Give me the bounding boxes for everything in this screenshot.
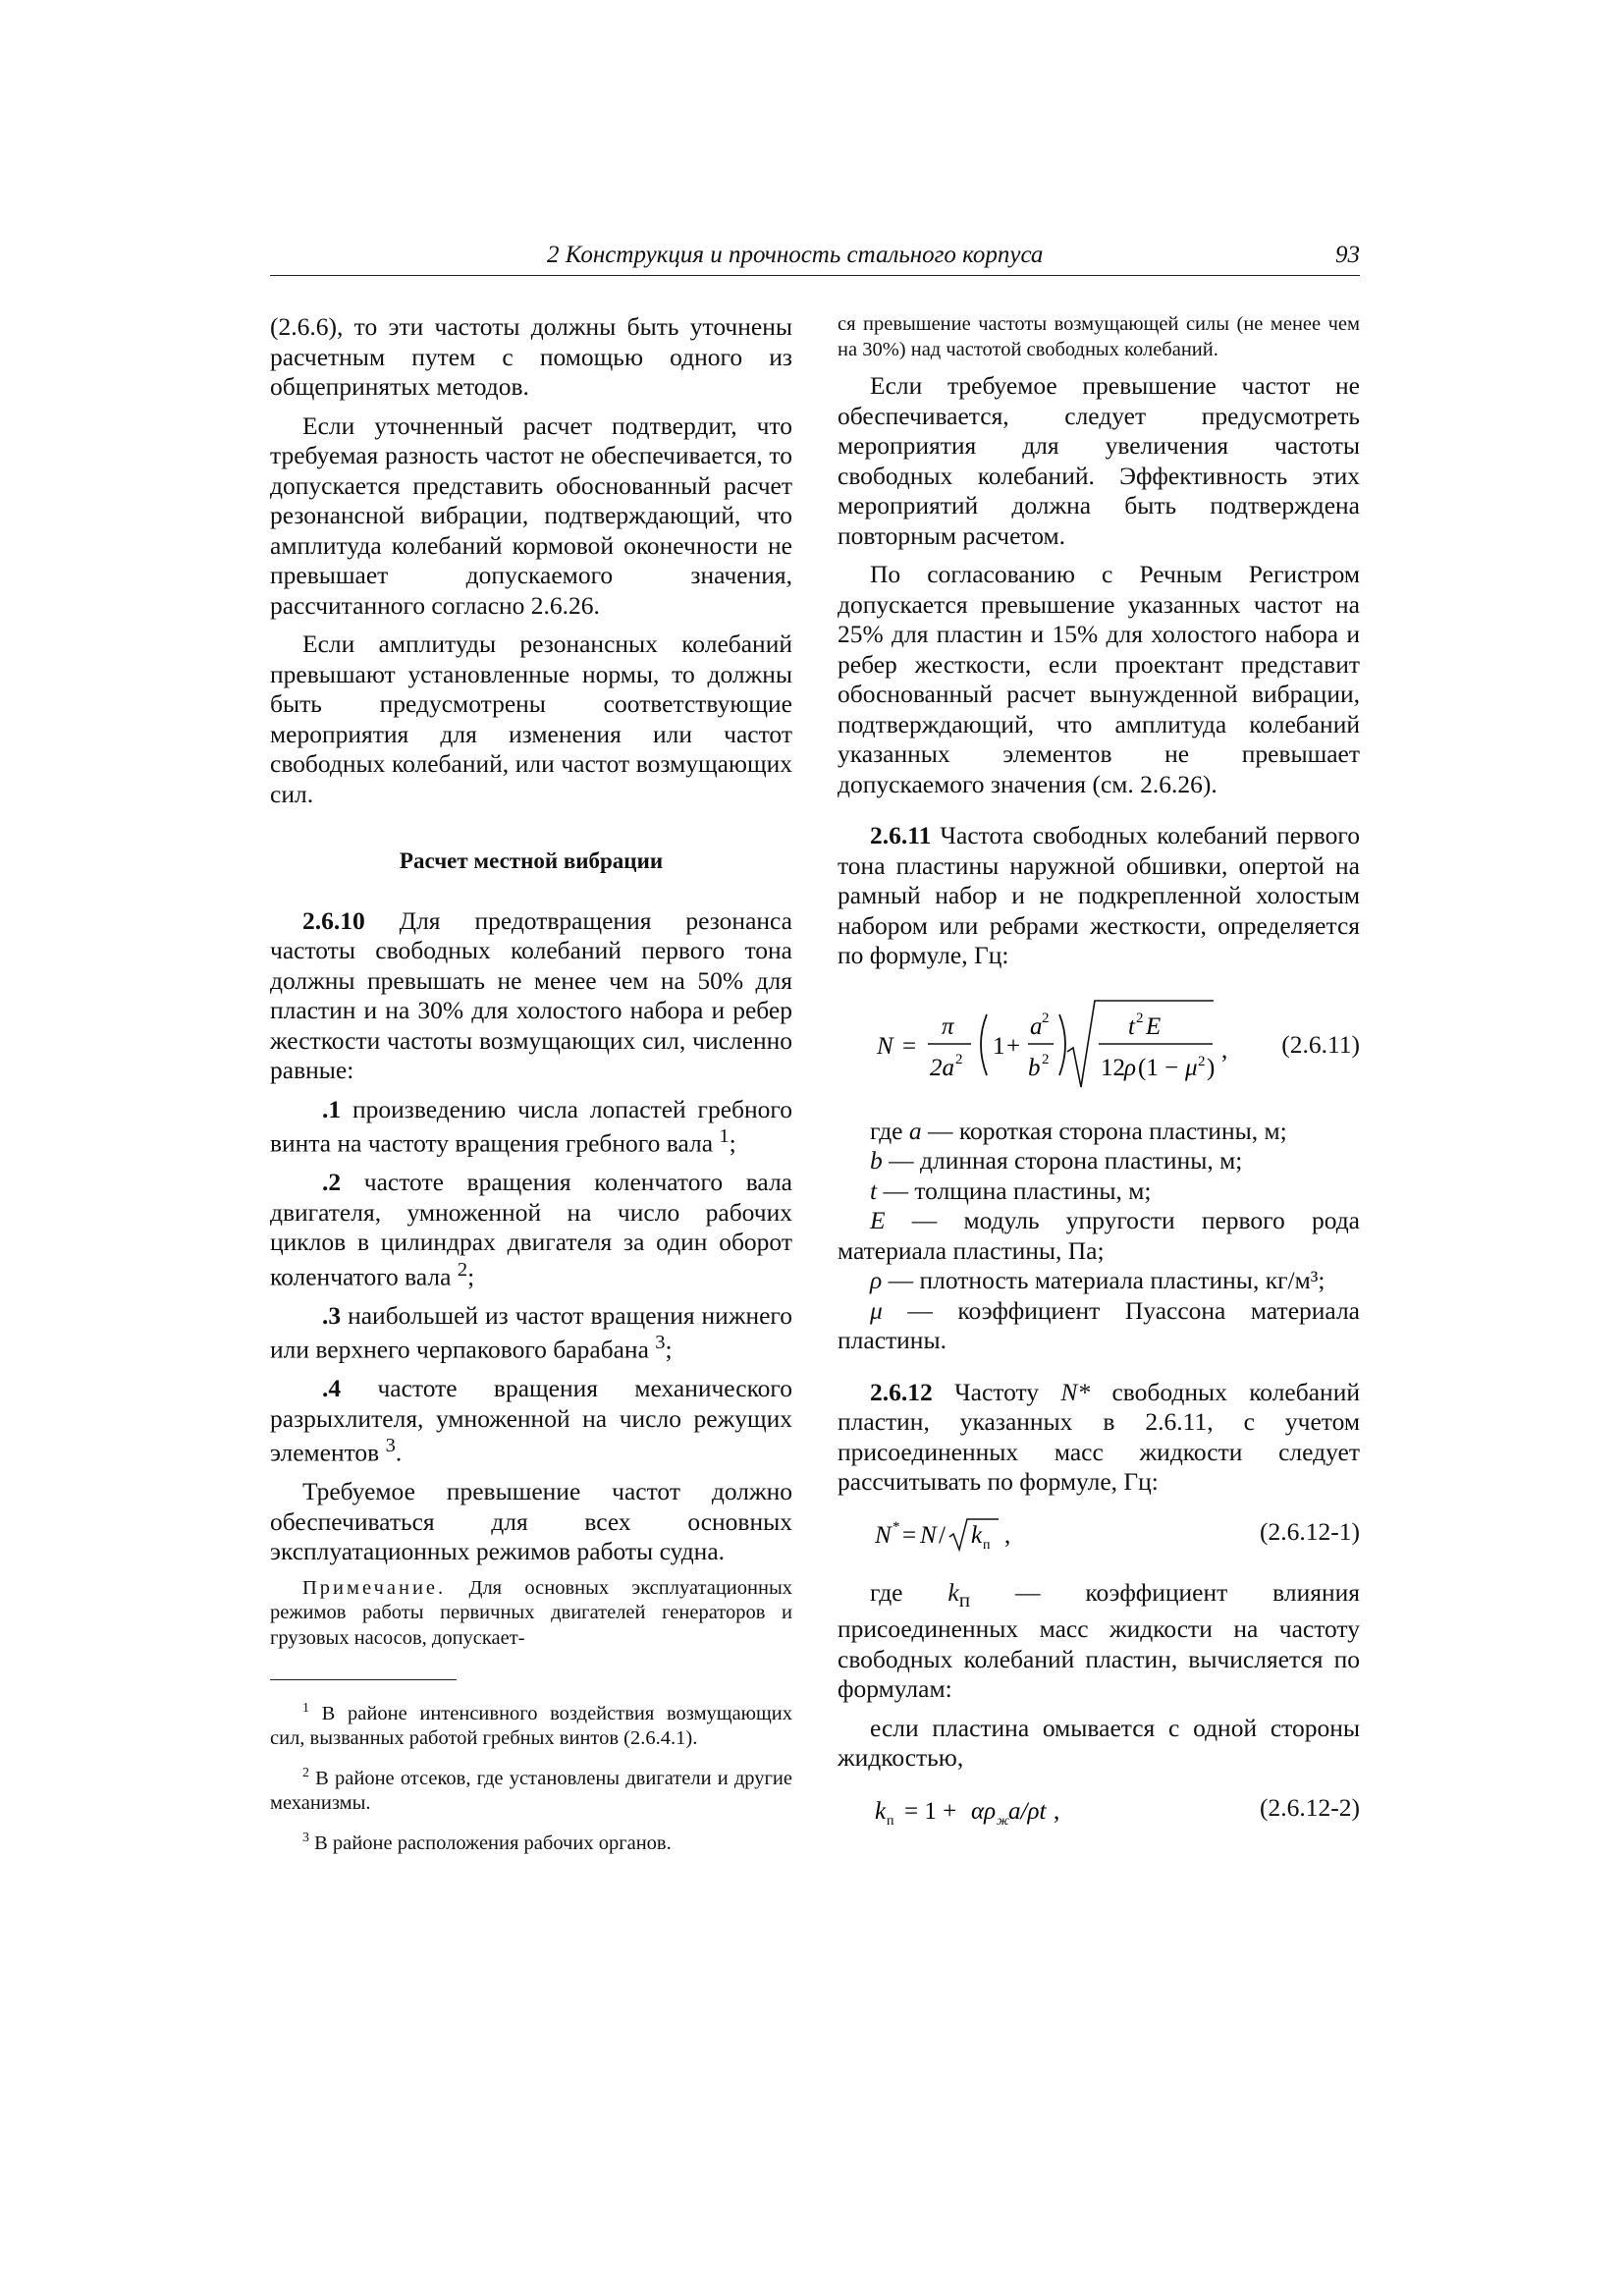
- definition-symbol: E: [870, 1206, 886, 1234]
- list-item: [270, 1301, 792, 1366]
- footnote-ref: 1: [719, 1125, 730, 1147]
- frequency-list: [270, 1095, 792, 1469]
- footnote: [270, 1826, 792, 1856]
- variable-definitions: [838, 1117, 1360, 1356]
- equation-2-6-12-1-graphic: [875, 1517, 1061, 1557]
- definition: [838, 1206, 1360, 1266]
- svg-text:ρ: ρ: [1124, 1054, 1136, 1081]
- svg-text:2: 2: [1042, 1010, 1050, 1026]
- list-item-number: .2: [322, 1168, 342, 1196]
- definition-text: — коэффициент Пуассона материала пластины.: [838, 1295, 1360, 1354]
- section-2-6-10: [270, 906, 792, 1086]
- definition-text: — короткая сторона пластины, м;: [921, 1116, 1287, 1145]
- equation-number: (2.6.11): [1281, 1029, 1360, 1059]
- svg-text:= 1 +: = 1 +: [904, 1797, 957, 1825]
- definition: [838, 1146, 1360, 1176]
- svg-text:b: b: [1028, 1054, 1041, 1081]
- section-number: 2.6.12: [870, 1377, 933, 1406]
- running-header: [270, 242, 1360, 276]
- footnote-rule: [270, 1679, 457, 1680]
- svg-text:ж: ж: [997, 1813, 1010, 1829]
- punct: ;: [467, 1262, 475, 1290]
- list-item: [270, 1168, 792, 1292]
- list-item-number: .3: [322, 1300, 342, 1330]
- definition: [838, 1296, 1360, 1356]
- svg-text:t: t: [1128, 1012, 1135, 1040]
- equation-number: (2.6.12-1): [1260, 1516, 1360, 1546]
- definition-symbol: ρ: [870, 1266, 883, 1294]
- definition: [838, 1117, 1360, 1147]
- svg-text:(1 −: (1 −: [1138, 1054, 1179, 1081]
- section-text: Частоту: [932, 1377, 1061, 1406]
- paragraph: [838, 1578, 1360, 1705]
- punct: ;: [665, 1335, 673, 1364]
- punct: .: [395, 1438, 403, 1467]
- svg-text:): ): [1207, 1054, 1216, 1081]
- svg-text:=: =: [902, 1032, 917, 1060]
- svg-text:2: 2: [1198, 1053, 1206, 1069]
- right-column: [838, 312, 1360, 1854]
- note-text: Для основных эксплуатационных режимов работы первичных двигателей генераторов и грузовых насосов, допускает-: [270, 1576, 792, 1649]
- section-number: 2.6.10: [302, 905, 365, 935]
- paragraph: если пластина омывается с одной стороны жидкостью,: [838, 1713, 1360, 1773]
- svg-text:k: k: [971, 1521, 983, 1549]
- equation-2-6-12-2-graphic: [875, 1793, 1110, 1832]
- list-item: [270, 1095, 792, 1160]
- note: [270, 1576, 792, 1652]
- svg-text:,: ,: [1054, 1797, 1060, 1825]
- equation-number: (2.6.12-2): [1260, 1792, 1360, 1822]
- definition-text: — модуль упругости первого рода материала пластины, Па;: [838, 1206, 1360, 1265]
- punct: ;: [729, 1128, 736, 1158]
- section-text: Для предотвращения резонанса частоты свободных колебаний первого тона должны превышать не менее чем на 50% для пластин и на 30% для холостого набора и ребер жесткости частоты возмущающих сил, численно равные:: [270, 905, 792, 1084]
- paragraph: По согласованию с Речным Регистром допускается превышение указанных частот на 25% для пластин и 15% для холостого набора и ребер жесткости, если проектант представит обоснованный расчет вынужденной вибрации, подтверждающий, что амплитуда колебаний указанных элементов не превышает допускаемого значения (см. 2.6.26).: [838, 560, 1360, 798]
- svg-text:2: 2: [955, 1051, 963, 1067]
- footnote-mark: 1: [302, 1701, 309, 1716]
- svg-text:E: E: [1146, 1012, 1162, 1040]
- list-item: [270, 1374, 792, 1468]
- definition-text: — плотность материала пластины, кг/м³;: [882, 1266, 1325, 1294]
- section-subheading: Расчет местной вибрации: [399, 848, 664, 873]
- paragraph: Требуемое превышение частот должно обеспечиваться для всех основных эксплуатационных режимов работы судна.: [270, 1477, 792, 1565]
- svg-text:п: п: [983, 1537, 991, 1553]
- definition-symbol: a: [908, 1116, 922, 1145]
- symbol: k: [947, 1577, 959, 1607]
- svg-text:π: π: [942, 1012, 954, 1040]
- svg-text:2: 2: [1136, 1010, 1144, 1026]
- text: где: [870, 1577, 948, 1607]
- paragraph: Если амплитуды резонансных колебаний превышают установленные нормы, то должны быть предусмотрены соответствующие мероприятия для изменения или частот свободных колебаний, или частот возмущающих сил.: [270, 629, 792, 808]
- list-item-text: частоте вращения механического разрыхлителя, умноженной на число режущих элементов: [270, 1374, 792, 1467]
- svg-text:12: 12: [1101, 1054, 1125, 1081]
- equation-2-6-11-graphic: [838, 993, 1230, 1099]
- footnote-mark: 3: [302, 1830, 309, 1845]
- paragraph: (2.6.6), то эти частоты должны быть уточнены расчетным путем с помощью одного из общепринятых методов.: [270, 312, 792, 401]
- footnote-mark: 2: [302, 1765, 309, 1780]
- section-2-6-12: [838, 1378, 1360, 1498]
- section-2-6-11: [838, 821, 1360, 971]
- svg-text:μ: μ: [1185, 1054, 1198, 1081]
- definition-symbol: b: [870, 1146, 883, 1175]
- definition-symbol: t: [870, 1175, 878, 1205]
- footnote-text: В районе отсеков, где установлены двигатели и другие механизмы.: [270, 1767, 792, 1815]
- svg-text:k: k: [875, 1797, 887, 1825]
- definition-prefix: где: [870, 1116, 909, 1145]
- paragraph: Если уточненный расчет подтвердит, что требуемая разность частот не обеспечивается, то допускается представить обоснованный расчет резонансной вибрации, подтверждающий, что амплитуда колебаний кормовой оконечности не превышает допускаемого значения, рассчитанного согласно 2.6.26.: [270, 410, 792, 620]
- svg-text:,: ,: [1004, 1521, 1011, 1549]
- section-text: свободных колебаний пластин, указанных в 2.6.11, с учетом присоединенных масс жидкости следует рассчитывать по формуле, Гц:: [838, 1377, 1360, 1496]
- svg-text:N: N: [875, 1521, 892, 1549]
- list-item-text: произведению числа лопастей гребного винта на частоту вращения гребного вала: [270, 1094, 792, 1158]
- list-item-number: .1: [322, 1094, 342, 1123]
- svg-text:,: ,: [1221, 1036, 1228, 1064]
- svg-text:=: =: [902, 1521, 917, 1549]
- svg-text:N: N: [920, 1521, 937, 1549]
- equation-2-6-11: [838, 993, 1360, 1099]
- definition: [838, 1266, 1360, 1296]
- section-text: Частота свободных колебаний первого тона пластины наружной обшивки, опертой на рамный набор и не подкрепленной холостым набором или ребрами жесткости, определяется по формуле, Гц:: [838, 821, 1360, 969]
- subscript: п: [958, 1587, 971, 1612]
- note-label: Примечание.: [302, 1576, 447, 1599]
- symbol: N*: [1060, 1377, 1091, 1406]
- definition: [838, 1176, 1360, 1207]
- svg-text:αρ: αρ: [971, 1797, 997, 1825]
- svg-text:п: п: [887, 1813, 894, 1829]
- footnote-text: В районе расположения рабочих органов.: [309, 1831, 672, 1854]
- section-number: 2.6.11: [870, 821, 932, 849]
- left-column: [270, 312, 792, 1856]
- svg-text:N: N: [877, 1032, 893, 1060]
- svg-text:2a: 2a: [930, 1054, 954, 1081]
- definition-symbol: μ: [870, 1295, 883, 1325]
- equation-2-6-12-1: [838, 1515, 1360, 1555]
- list-item-text: частоте вращения коленчатого вала двигателя, умноженной на число рабочих циклов в цилиндрах двигателя за один оборот коленчатого вала: [270, 1168, 792, 1290]
- svg-text:1: 1: [993, 1032, 1005, 1060]
- list-item-number: .4: [322, 1374, 342, 1402]
- footnote-ref: 3: [385, 1435, 396, 1456]
- running-header-title: 2 Конструкция и прочность стального корпуса: [547, 242, 1044, 268]
- equation-2-6-12-2: [838, 1791, 1360, 1831]
- page-number: 93: [1335, 242, 1360, 268]
- svg-text:*: *: [893, 1518, 900, 1535]
- paragraph: Если требуемое превышение частот не обеспечивается, следует предусмотреть мероприятия для увеличения частоты свободных колебаний. Эффективность этих мероприятий должна быть подтверждена повторным расчетом.: [838, 371, 1360, 550]
- svg-text:2: 2: [1042, 1051, 1050, 1067]
- definition-text: — толщина пластины, м;: [877, 1175, 1152, 1205]
- definition-text: — длинная сторона пластины, м;: [882, 1146, 1243, 1175]
- footnote: [270, 1696, 792, 1752]
- list-item-text: наибольшей из частот вращения нижнего или верхнего черпакового барабана: [270, 1300, 792, 1364]
- svg-text:a: a: [1030, 1012, 1043, 1040]
- text: — коэффициент влияния присоединенных масс жидкости на частоту свободных колебаний пластин, вычисляется по формулам:: [838, 1577, 1360, 1704]
- footnote: [270, 1761, 792, 1817]
- svg-text:+: +: [1006, 1032, 1021, 1060]
- footnote-ref: 2: [457, 1258, 468, 1281]
- footnote-text: В районе интенсивного воздействия возмущающих сил, вызванных работой гребных винтов (2.6.4.1).: [270, 1702, 792, 1750]
- svg-text:a/ρt: a/ρt: [1008, 1797, 1047, 1825]
- svg-text:/: /: [939, 1521, 946, 1549]
- note-continuation: ся превышение частоты возмущающей силы (не менее чем на 30%) над частотой свободных колебаний.: [838, 313, 1360, 360]
- footnote-ref: 3: [655, 1332, 666, 1353]
